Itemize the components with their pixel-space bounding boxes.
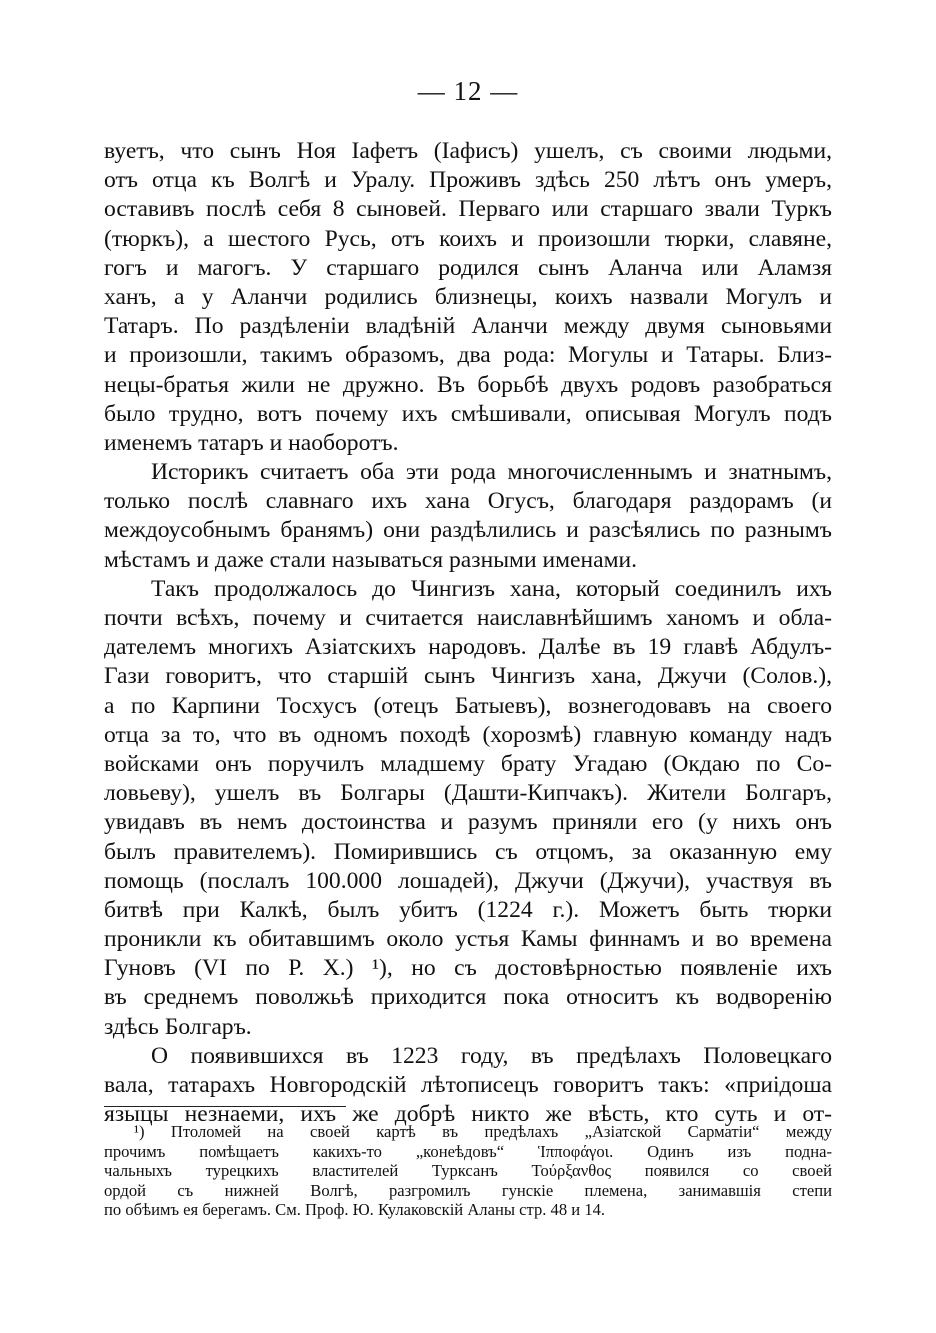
footnotes xyxy=(104,1122,832,1220)
text-line: Такъ продолжалось до Чингизъ хана, который соединилъ ихъ xyxy=(151,575,832,602)
text-line: языцы незнаеми, ихъ же добрѣ никто же вѣсть, кто суть и от- xyxy=(104,1101,832,1128)
text-line: войсками онъ поручилъ младшему брату Угадаю (Окдаю по Со- xyxy=(104,750,832,777)
footnote-line: ордой съ нижней Волгѣ, разгромилъ гунскіе племена, занимавшія степи xyxy=(104,1180,832,1200)
text-line: О появившихся въ 1223 году, въ предѣлахъ Половецкаго xyxy=(151,1042,832,1069)
text-line: нецы-братья жили не дружно. Въ борьбѣ двухъ родовъ разобраться xyxy=(104,371,832,398)
text-line: Гуновъ (VI по Р. Х.) ¹), но съ достовѣрностью появленіе ихъ xyxy=(104,955,832,982)
footnote-line: ¹) Птоломей на своей картѣ въ предѣлахъ „Азіатской Сарматіи“ между xyxy=(134,1122,832,1141)
text-line: именемъ татаръ и наоборотъ. xyxy=(104,429,399,456)
text-line: почти всѣхъ, почему и считается наиславнѣйшимъ ханомъ и обла- xyxy=(104,605,832,631)
text-line: проникли къ обитавшимъ около устья Камы финнамъ и во времена xyxy=(104,926,832,953)
text-line: вала, татарахъ Новгородскій лѣтописецъ говоритъ такъ: «приідоша xyxy=(104,1072,832,1098)
text-line: а по Карпини Тосхусъ (отецъ Батыевъ), вознегодовавъ на своего xyxy=(104,692,832,719)
page-number: — 12 — xyxy=(417,76,519,106)
text-line: Гази говоритъ, что старшій сынъ Чингизъ хана, Джучи (Солов.), xyxy=(104,663,832,690)
footnote-line: по обѣимъ ея берегамъ. См. Проф. Ю. Кулаковскій Аланы стр. 48 и 14. xyxy=(104,1200,606,1220)
text-line: Историкъ считаетъ оба эти рода многочисленнымъ и знатнымъ, xyxy=(151,459,832,486)
text-line: помощь (послалъ 100.000 лошадей), Джучи (Джучи), участвуя въ xyxy=(104,867,832,894)
text-line: отца за то, что въ одномъ походѣ (хорозмѣ) главную команду надъ xyxy=(104,721,832,748)
footnote-divider xyxy=(104,1106,346,1107)
text-line: увидавъ въ немъ достоинства и разумъ приняли его (у нихъ онъ xyxy=(104,809,832,836)
text-line: только послѣ славнаго ихъ хана Огусъ, благодаря раздорамъ (и xyxy=(104,488,832,515)
text-line: отъ отца къ Волгѣ и Уралу. Проживъ здѣсь 250 лѣтъ онъ умеръ, xyxy=(104,167,832,194)
text-line: здѣсь Болгаръ. xyxy=(104,1013,252,1040)
text-line: вуетъ, что сынъ Ноя Іафетъ (Іафисъ) ушелъ, съ своими людьми, xyxy=(104,138,832,164)
text-line: въ среднемъ поволжьѣ приходится пока относитъ къ водворенію xyxy=(104,984,832,1011)
text-line: дателемъ многихъ Азіатскихъ народовъ. Далѣе въ 19 главѣ Абдулъ- xyxy=(104,634,832,661)
text-line: битвѣ при Калкѣ, былъ убитъ (1224 г.). Можетъ быть тюрки xyxy=(104,896,832,923)
text-line: и произошли, такимъ образомъ, два рода: Могулы и Татары. Близ- xyxy=(104,342,832,369)
text-line: (тюркъ), а шестого Русь, отъ коихъ и произошли тюрки, славяне, xyxy=(104,225,832,252)
text-line: было трудно, вотъ почему ихъ смѣшивали, описывая Могулъ подъ xyxy=(104,400,832,427)
text-line: междоусобнымъ бранямъ) они раздѣлились и разсѣялись по разнымъ xyxy=(104,517,832,544)
text-line: Татаръ. По раздѣленіи владѣній Аланчи между двумя сыновьями xyxy=(104,313,832,340)
text-line: ловьеву), ушелъ въ Болгары (Дашти-Кипчакъ). Жители Болгаръ, xyxy=(104,780,832,807)
text-line: мѣстамъ и даже стали называться разными именами. xyxy=(104,546,638,573)
footnote-line: прочимъ помѣщаетъ какихъ-то „конеѣдовъ“ Ἱπποφάγοι. Одинъ изъ подна- xyxy=(104,1141,832,1161)
text-line: оставивъ послѣ себя 8 сыновей. Перваго или старшаго звали Туркъ xyxy=(104,196,832,223)
text-line: гогъ и магогъ. У старшаго родился сынъ Аланча или Аламзя xyxy=(104,254,832,281)
text-line: ханъ, а у Аланчи родились близнецы, коихъ назвали Могулъ и xyxy=(104,283,832,310)
footnote-line: чальныхъ турецкихъ властителей Турксанъ Τούρξανθος появился со своей xyxy=(104,1161,832,1181)
body-text xyxy=(104,137,832,1129)
text-line: былъ правителемъ). Помирившись съ отцомъ, за оказанную ему xyxy=(104,838,832,865)
